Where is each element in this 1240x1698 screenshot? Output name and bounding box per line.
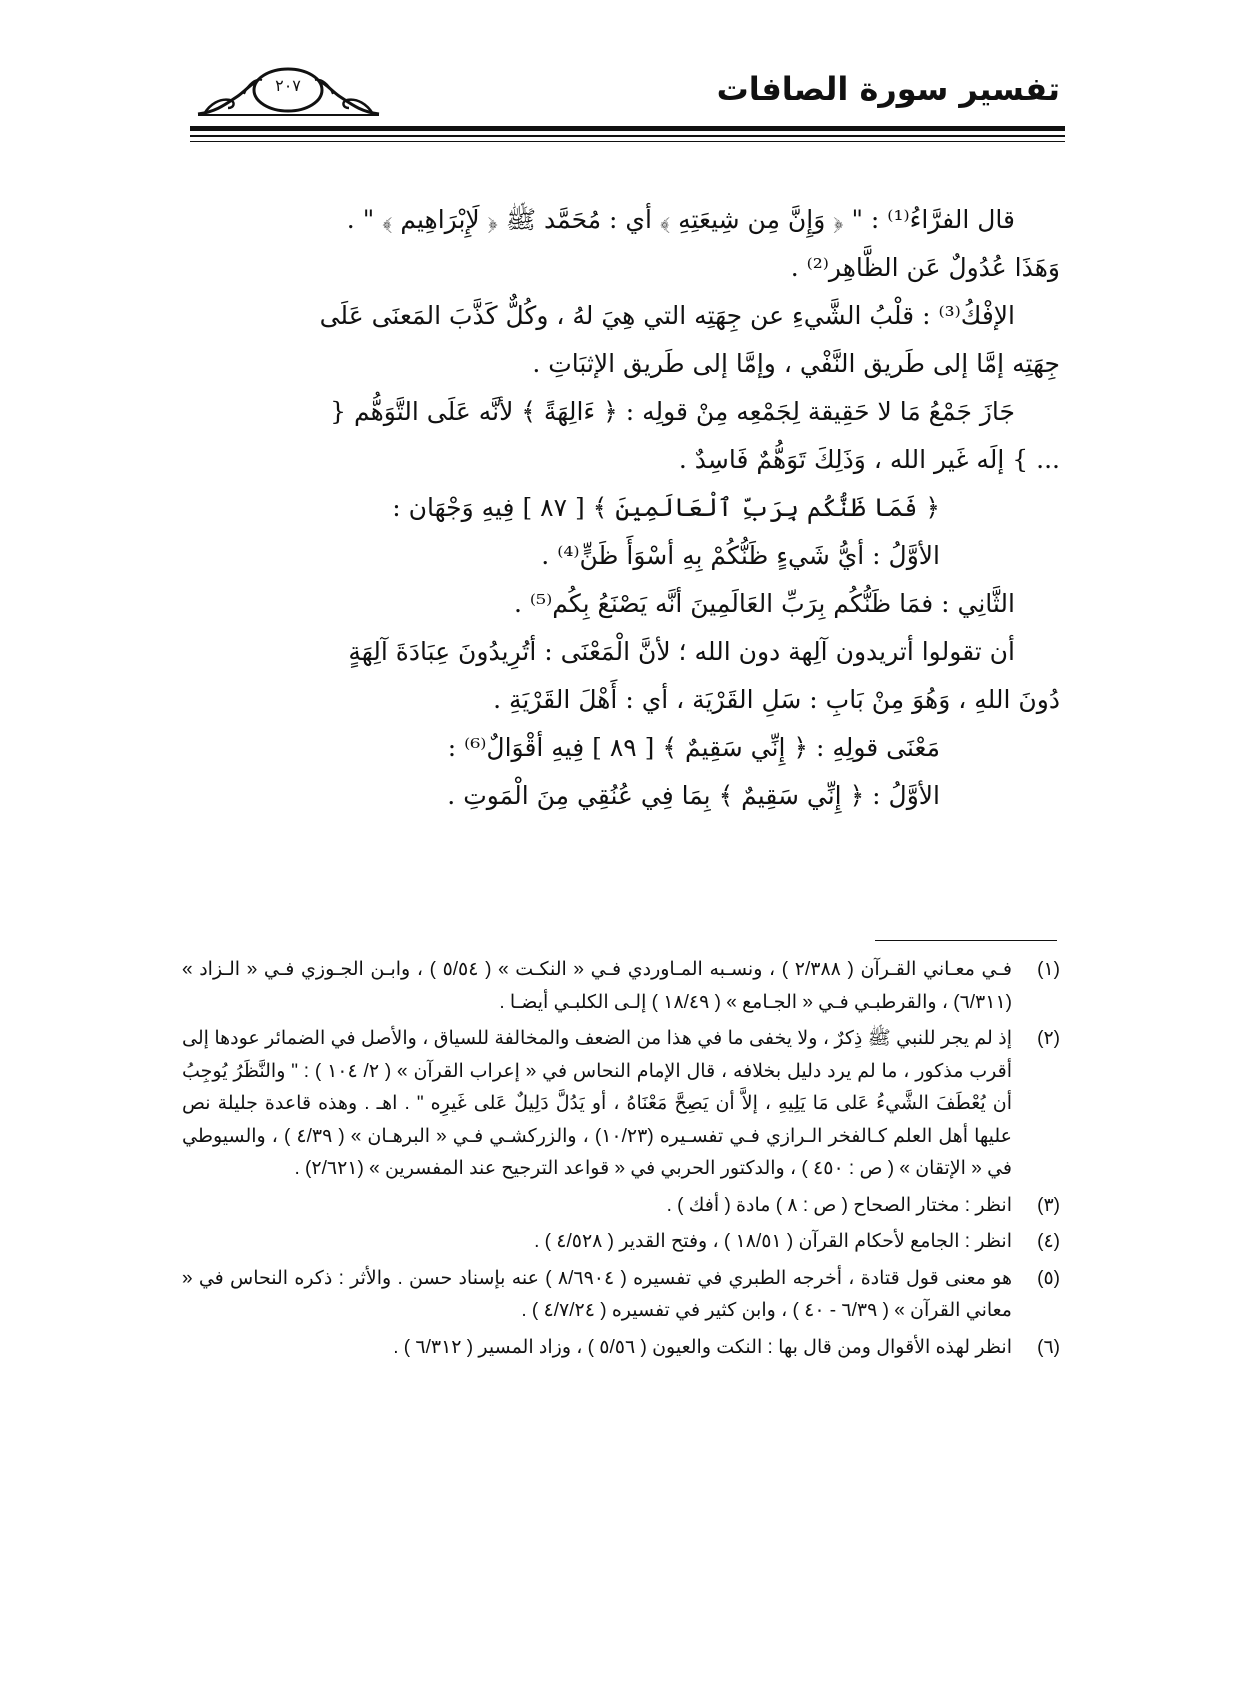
footnote [182,1263,1060,1328]
footnote-number: (١) [1037,959,1060,980]
text-line: الأوَّلُ : أيُّ شَيءٍ ظَنُّكُمْ بِهِ أسْوَأَ ظَنٍّ⁽⁴⁾ . [541,541,940,570]
footnote-text: انظر : مختار الصحاح ( ص : ٨ ) مادة ( أفك ) . [666,1194,1012,1216]
header-divider [190,126,1065,131]
header-divider-hairline [190,141,1065,142]
footnote [182,1332,1060,1365]
header-divider-thin [190,135,1065,137]
text-line: ﴿ فَمَا ظَنُّكُم بِرَبِّ ٱلْعَالَمِينَ ﴾ [ ٨٧ ] فِيهِ وَجْهَان : [392,493,940,522]
page-number-ornament [196,64,381,118]
text-line: ... } إلَه غَير الله ، وَذَلِكَ تَوَهُّمٌ فَاسِدٌ . [678,445,1060,474]
text-line: جَازَ جَمْعُ مَا لا حَقِيقة لِجَمْعِه مِنْ قولِه : ﴿ ءَالِهَةً ﴾ لأنَّه عَلَى التَّوَهُّم { [330,397,1015,426]
footnote-number: (٦) [1037,1336,1060,1358]
footnote-text: انظر : الجامع لأحكام القرآن ( ١٨/٥١ ) ، وفتح القدير ( ٤/٥٢٨ ) . [534,1231,1012,1252]
text-line: الثَّانِي : فمَا ظَنُّكُم بِرَبِّ العَالَمِينَ أنَّه يَصْنَعُ بِكُم⁽⁵⁾ . [513,589,1015,618]
footnote [182,1023,1060,1186]
footnote-number: (٢) [1037,1028,1060,1049]
text-line: وَهَذَا عُدُولٌ عَن الظَّاهِر⁽²⁾ . [790,253,1060,282]
footnote [182,1190,1060,1223]
footnote-text: فـي معـاني القـرآن ( ٢/٣٨٨ ) ، ونسـبه المـاوردي فـي « النكـت » ( ٥/٥٤ ) ، وابـن الجـوزي فـي « الـزاد » (٦/٣١١) ، والقرطبـي فـي « الجـامع » ( ١٨/٤٩ ) إلـى الكلبـي أيضـا . [182,959,1013,1013]
footnote-number: (٥) [1037,1267,1060,1289]
text-line: أن تقولوا أتريدون آلِهة دون الله ؛ لأنَّ الْمَعْنَى : أتُرِيدُونَ عِبَادَةَ آلِهَةٍ [348,637,1015,666]
main-text [182,196,1060,820]
text-line: الإفْكُ⁽³⁾ : قلْبُ الشَّيءِ عن جِهَتِه التي هِيَ لهُ ، وكُلٌّ كَذَّبَ المَعنَى عَلَى [319,301,1015,330]
footnote-text: هو معنى قول قتادة ، أخرجه الطبري في تفسيره ( ٨/٦٩٠٤ ) عنه بإسناد حسن . والأثر : ذكره النحاس في « معاني القرآن » ( ٦/٣٩ - ٤٠ ) ، وابن كثير في تفسيره ( ٤/٧/٢٤ ) . [182,1267,1013,1321]
footnote-text: إذ لم يجر للنبي ﷺ ذِكرٌ ، ولا يخفى ما في هذا من الضعف والمخالفة للسياق ، والأصل في الضمائر عودها إلى أقرب مذكور ، ما لم يرد دليل بخلافه ، قال الإمام النحاس في « إعراب القرآن » ( ٢/ ١٠٤ ) : " والنَّظَرُ يُوجِبُ أن يُعْطَفَ الشَّيءُ عَلى مَا يَلِيهِ ، إلاَّ أن يَصِحَّ مَعْنَاهُ ، أو يَدُلَّ دَلِيلٌ عَلى غَيرِه " . اهـ . وهذه قاعدة جليلة نص عليها أهل العلم كـالفخر الـرازي فـي تفسـيره (١٠/٢٣) ، والزركشـي فـي « البرهـان » ( ٤/٣٩ ) ، والسيوطي في « الإتقان » ( ص : ٤٥٠ ) ، والدكتور الحربي في « قواعد الترجيح عند المفسرين » (٢/٦٢١) . [182,1028,1013,1179]
text-line: قال الفرَّاءُ⁽¹⁾ : " ﴿ وَإِنَّ مِن شِيعَتِهِ ﴾ أي : مُحَمَّد ﷺ ﴿ لَإِبْرَاهِيم ﴾ " . [346,205,1015,234]
text-line: جِهَتِه إمَّا إلى طَريق النَّفْي ، وإمَّا إلى طَريق الإثبَاتِ . [532,349,1060,378]
footnote-number: (٣) [1037,1194,1060,1216]
footnote-divider [875,940,1057,941]
page-title: تفسير سورة الصافات [716,70,1060,108]
text-line: الأوَّلُ : ﴿ إِنِّي سَقِيمٌ ﴾ بِمَا فِي عُنُقِي مِنَ الْمَوتِ . [447,781,940,810]
footnote-number: (٤) [1037,1231,1060,1252]
footnote-text: انظر لهذه الأقوال ومن قال بها : النكت والعيون ( ٥/٥٦ ) ، وزاد المسير ( ٦/٣١٢ ) . [393,1336,1012,1358]
text-line: مَعْنَى قولِهِ : ﴿ إِنِّي سَقِيمٌ ﴾ [ ٨٩ ] فِيهِ أقْوَالٌ⁽⁶⁾ : [447,733,940,762]
footnote [182,954,1060,1019]
footnote [182,1226,1060,1259]
text-line: دُونَ اللهِ ، وَهُوَ مِنْ بَابِ : سَلِ القَرْيَة ، أي : أَهْلَ القَرْيَةِ . [493,685,1060,714]
page-number: ٢٠٧ [275,76,301,95]
footnotes [182,954,1060,1368]
